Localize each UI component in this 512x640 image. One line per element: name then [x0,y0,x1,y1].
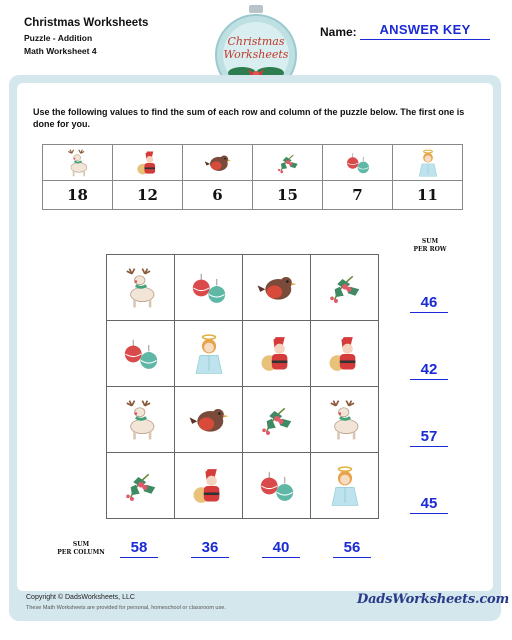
column-sum: 56 [333,539,371,558]
santa-icon [323,332,367,376]
grid-cell [243,453,311,519]
instructions: Use the following values to find the sum of each row and column of the puzzle below. The first one is done for you. [33,107,465,129]
key-value: 15 [253,181,323,210]
copyright: Copyright © DadsWorksheets, LLC [26,594,135,601]
worksheet-title: Christmas Worksheets [24,17,149,29]
row-sum: 46 [410,294,448,313]
ornaments-icon [119,332,163,376]
key-value: 18 [43,181,113,210]
grid-cell [175,387,243,453]
key-value: 6 [183,181,253,210]
holly-icon [119,464,163,508]
grid-cell [311,453,379,519]
row-sum: 42 [410,361,448,380]
sum-label: SUM [72,541,90,548]
ornament-text-1: Christmas [227,35,285,48]
column-sum: 36 [191,539,229,558]
column-sum: 58 [120,539,158,558]
grid-row [107,453,379,519]
key-value: 12 [113,181,183,210]
santa-icon [187,464,231,508]
grid-row [107,255,379,321]
reindeer-icon [63,148,93,178]
holly-icon [255,398,299,442]
ornaments-icon [255,464,299,508]
column-sum: 40 [262,539,300,558]
key-icon-cell [253,145,323,181]
key-value: 11 [393,181,463,210]
name-label: Name: [320,25,357,39]
grid-row [107,387,379,453]
grid-cell [175,453,243,519]
robin-icon [187,398,231,442]
brand-logo: DadsWorksheets.com [357,592,510,607]
grid-cell [107,387,175,453]
grid-cell [107,255,175,321]
usage-note: These Math Worksheets are provided for personal, homeschool or classroom use. [26,605,226,611]
sum-per-column-header [56,541,106,557]
key-icon-cell [183,145,253,181]
grid-cell [107,321,175,387]
sum-label: SUM [421,238,439,245]
ornaments-icon [343,148,373,178]
grid-cell [107,453,175,519]
worksheet-number: Math Worksheet 4 [24,46,97,56]
reindeer-icon [119,398,163,442]
key-icon-cell [323,145,393,181]
grid-cell [243,255,311,321]
angel-icon [413,148,443,178]
key-icon-cell [393,145,463,181]
grid-cell [311,255,379,321]
worksheet-subtitle: Puzzle - Addition [24,33,93,43]
grid-cell [311,387,379,453]
grid-cell [311,321,379,387]
puzzle-grid [106,254,379,519]
name-line [360,39,490,40]
reindeer-icon [119,266,163,310]
holly-icon [273,148,303,178]
per-row-label: PER ROW [413,246,447,253]
santa-icon [133,148,163,178]
holly-icon [323,266,367,310]
row-sum: 45 [410,495,448,514]
angel-icon [187,332,231,376]
key-icon-cell [113,145,183,181]
row-sum: 57 [410,428,448,447]
grid-cell [243,321,311,387]
grid-cell [175,255,243,321]
grid-row [107,321,379,387]
angel-icon [323,464,367,508]
name-answer-key: ANSWER KEY [379,22,471,37]
reindeer-icon [323,398,367,442]
sum-per-row-header [410,238,450,254]
grid-cell [175,321,243,387]
key-icon-cell [43,145,113,181]
robin-icon [203,148,233,178]
robin-icon [255,266,299,310]
value-key-table [42,144,463,210]
ornaments-icon [187,266,231,310]
per-column-label: PER COLUMN [57,549,105,556]
key-value: 7 [323,181,393,210]
grid-cell [243,387,311,453]
ornament-text-2: Worksheets [223,48,289,61]
santa-icon [255,332,299,376]
